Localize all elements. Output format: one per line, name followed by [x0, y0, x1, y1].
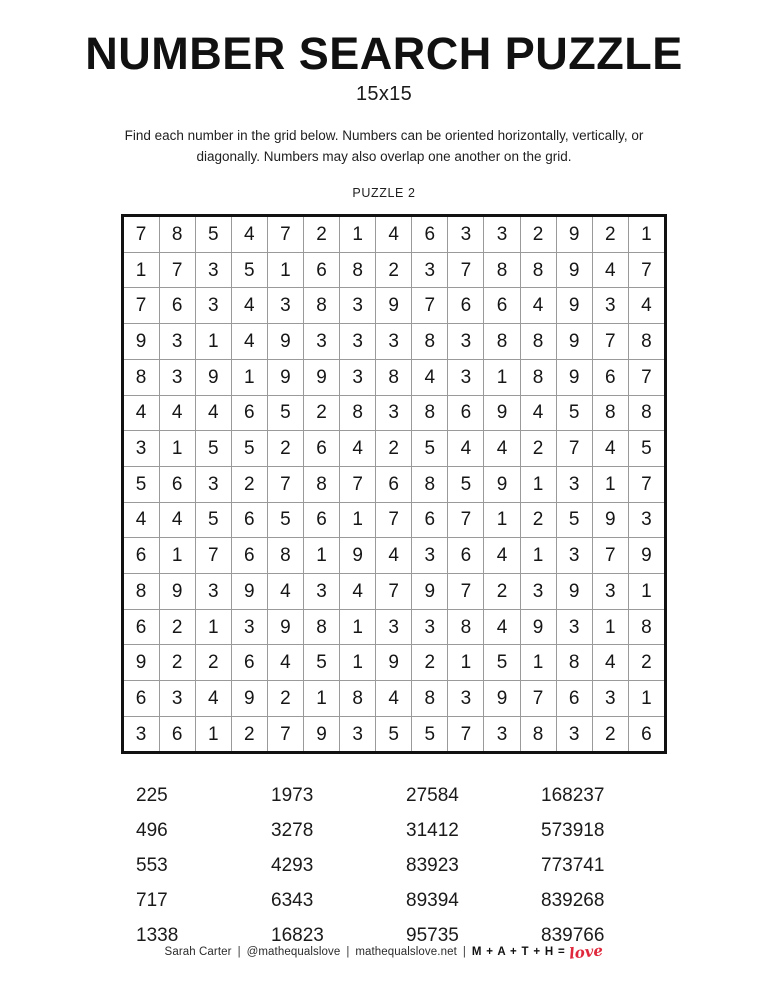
number-list-item: 839766 [541, 925, 605, 947]
grid-cell[interactable]: 3 [340, 359, 376, 395]
grid-cell[interactable]: 9 [556, 252, 592, 288]
grid-cell[interactable]: 2 [231, 716, 267, 753]
grid-cell[interactable]: 9 [303, 359, 339, 395]
grid-cell[interactable]: 3 [267, 288, 303, 324]
grid-cell[interactable]: 8 [484, 252, 520, 288]
grid-cell[interactable]: 3 [628, 502, 665, 538]
grid-cell[interactable]: 7 [267, 216, 303, 253]
grid-row [122, 216, 665, 253]
grid-cell[interactable]: 9 [122, 324, 159, 360]
grid-cell[interactable]: 4 [520, 395, 556, 431]
grid-cell[interactable]: 6 [376, 466, 412, 502]
grid-cell[interactable]: 5 [195, 502, 231, 538]
grid-cell[interactable]: 8 [412, 395, 448, 431]
grid-cell[interactable]: 2 [628, 645, 665, 681]
grid-cell[interactable]: 7 [412, 288, 448, 324]
grid-cell[interactable]: 4 [592, 645, 628, 681]
grid-cell[interactable]: 3 [122, 716, 159, 753]
grid-cell[interactable]: 8 [448, 609, 484, 645]
grid-cell[interactable]: 1 [340, 645, 376, 681]
footer-website: mathequalslove.net [355, 946, 457, 958]
footer-math-equation: M + A + T + H = [471, 946, 566, 958]
grid-cell[interactable]: 2 [376, 431, 412, 467]
number-list-item: 83923 [406, 855, 459, 877]
grid-cell[interactable]: 4 [412, 359, 448, 395]
grid-cell[interactable]: 5 [231, 431, 267, 467]
number-list-item: 553 [136, 855, 168, 877]
grid-cell[interactable]: 2 [195, 645, 231, 681]
grid-cell[interactable]: 7 [520, 681, 556, 717]
grid-cell[interactable]: 9 [231, 573, 267, 609]
grid-cell[interactable]: 7 [122, 288, 159, 324]
grid-cell[interactable]: 6 [448, 288, 484, 324]
grid-cell[interactable]: 1 [159, 431, 195, 467]
grid-cell[interactable]: 3 [376, 324, 412, 360]
grid-cell[interactable]: 3 [448, 324, 484, 360]
grid-cell[interactable]: 6 [448, 538, 484, 574]
grid-cell[interactable]: 9 [303, 716, 339, 753]
grid-cell[interactable]: 1 [195, 609, 231, 645]
grid-cell[interactable]: 7 [556, 431, 592, 467]
grid-cell[interactable]: 3 [340, 288, 376, 324]
grid-cell[interactable]: 9 [376, 288, 412, 324]
grid-cell[interactable]: 9 [556, 573, 592, 609]
grid-cell[interactable]: 3 [159, 681, 195, 717]
grid-cell[interactable]: 4 [231, 324, 267, 360]
grid-row [122, 538, 665, 574]
grid-cell[interactable]: 3 [195, 573, 231, 609]
grid-cell[interactable]: 2 [376, 252, 412, 288]
grid-cell[interactable]: 8 [592, 395, 628, 431]
grid-cell[interactable]: 1 [520, 466, 556, 502]
grid-cell[interactable]: 3 [412, 252, 448, 288]
grid-cell[interactable]: 1 [628, 573, 665, 609]
grid-cell[interactable]: 6 [448, 395, 484, 431]
number-list-item: 773741 [541, 855, 605, 877]
grid-cell[interactable]: 8 [484, 324, 520, 360]
grid-cell[interactable]: 6 [231, 538, 267, 574]
grid-cell[interactable]: 7 [376, 573, 412, 609]
grid-cell[interactable]: 4 [195, 681, 231, 717]
grid-row [122, 645, 665, 681]
grid-cell[interactable]: 9 [484, 466, 520, 502]
grid-cell[interactable]: 7 [592, 324, 628, 360]
grid-cell[interactable]: 4 [628, 288, 665, 324]
grid-cell[interactable]: 1 [195, 324, 231, 360]
grid-row [122, 288, 665, 324]
grid-cell[interactable]: 1 [628, 681, 665, 717]
number-list-item: 496 [136, 820, 168, 842]
grid-cell[interactable]: 7 [592, 538, 628, 574]
grid-cell[interactable]: 9 [556, 216, 592, 253]
grid-cell[interactable]: 8 [628, 395, 665, 431]
grid-cell[interactable]: 9 [592, 502, 628, 538]
number-search-grid [121, 214, 667, 754]
grid-cell[interactable]: 5 [556, 502, 592, 538]
grid-cell[interactable]: 7 [195, 538, 231, 574]
grid-cell[interactable]: 6 [231, 645, 267, 681]
instructions-text: Find each number in the grid below. Numbers can be oriented horizontally, vertically, or diagonally. Numbers may also overlap one another on the grid. [124, 128, 644, 165]
grid-cell[interactable]: 4 [122, 395, 159, 431]
grid-cell[interactable]: 9 [267, 324, 303, 360]
grid-cell[interactable]: 4 [340, 573, 376, 609]
grid-cell[interactable]: 1 [484, 359, 520, 395]
grid-row [122, 466, 665, 502]
grid-cell[interactable]: 3 [484, 216, 520, 253]
puzzle-number-label: PUZZLE 2 [352, 186, 416, 201]
grid-cell[interactable]: 4 [267, 645, 303, 681]
grid-cell[interactable]: 9 [376, 645, 412, 681]
grid-cell[interactable]: 2 [484, 573, 520, 609]
footer-separator-3: | [462, 946, 466, 958]
grid-row [122, 609, 665, 645]
grid-cell[interactable]: 8 [122, 573, 159, 609]
grid-cell[interactable]: 7 [376, 502, 412, 538]
grid-cell[interactable]: 2 [159, 645, 195, 681]
grid-cell[interactable]: 3 [303, 324, 339, 360]
grid-cell[interactable]: 3 [195, 252, 231, 288]
grid-cell[interactable]: 6 [303, 252, 339, 288]
grid-cell[interactable]: 8 [340, 395, 376, 431]
grid-cell[interactable]: 3 [520, 573, 556, 609]
grid-cell[interactable]: 4 [159, 395, 195, 431]
grid-cell[interactable]: 5 [303, 645, 339, 681]
grid-cell[interactable]: 7 [628, 252, 665, 288]
grid-cell[interactable]: 1 [231, 359, 267, 395]
grid-cell[interactable]: 6 [592, 359, 628, 395]
grid-cell[interactable]: 2 [520, 502, 556, 538]
grid-cell[interactable]: 1 [592, 466, 628, 502]
grid-cell[interactable]: 4 [592, 431, 628, 467]
grid-cell[interactable]: 6 [122, 538, 159, 574]
grid-cell[interactable]: 6 [412, 502, 448, 538]
grid-cell[interactable]: 8 [520, 716, 556, 753]
grid-cell[interactable]: 2 [159, 609, 195, 645]
grid-cell[interactable]: 7 [267, 716, 303, 753]
grid-cell[interactable]: 3 [592, 681, 628, 717]
grid-cell[interactable]: 5 [195, 431, 231, 467]
grid-cell[interactable]: 5 [484, 645, 520, 681]
number-list-item: 16823 [271, 925, 324, 947]
grid-cell[interactable]: 8 [412, 681, 448, 717]
grid-cell[interactable]: 2 [520, 431, 556, 467]
page-title: NUMBER SEARCH PUZZLE [85, 28, 683, 79]
grid-row [122, 716, 665, 753]
grid-cell[interactable]: 2 [412, 645, 448, 681]
grid-row [122, 431, 665, 467]
grid-cell[interactable]: 7 [448, 502, 484, 538]
number-list-item: 31412 [406, 820, 459, 842]
footer-separator-2: | [346, 946, 350, 958]
grid-row [122, 573, 665, 609]
grid-cell[interactable]: 6 [159, 288, 195, 324]
grid-cell[interactable]: 9 [231, 681, 267, 717]
grid-cell[interactable]: 1 [159, 538, 195, 574]
number-list-item: 89394 [406, 890, 459, 912]
number-list-item: 839268 [541, 890, 605, 912]
grid-cell[interactable]: 2 [520, 216, 556, 253]
grid-cell[interactable]: 4 [484, 538, 520, 574]
grid-cell[interactable]: 3 [448, 359, 484, 395]
grid-row [122, 324, 665, 360]
grid-cell[interactable]: 2 [592, 216, 628, 253]
grid-row [122, 502, 665, 538]
number-list-item: 1338 [136, 925, 179, 947]
grid-row [122, 681, 665, 717]
footer-author: Sarah Carter [164, 946, 232, 958]
grid-cell[interactable]: 1 [122, 252, 159, 288]
grid-cell[interactable]: 4 [376, 681, 412, 717]
grid-cell[interactable]: 2 [267, 431, 303, 467]
grid-cell[interactable]: 7 [628, 466, 665, 502]
grid-cell[interactable]: 4 [520, 288, 556, 324]
footer-separator-1: | [237, 946, 241, 958]
grid-cell[interactable]: 3 [556, 609, 592, 645]
grid-cell[interactable]: 5 [231, 252, 267, 288]
grid-cell[interactable]: 3 [159, 324, 195, 360]
grid-cell[interactable]: 1 [484, 502, 520, 538]
grid-cell[interactable]: 5 [376, 716, 412, 753]
grid-cell[interactable]: 8 [376, 359, 412, 395]
grid-cell[interactable]: 6 [122, 681, 159, 717]
grid-cell[interactable]: 8 [267, 538, 303, 574]
grid-cell[interactable]: 6 [231, 502, 267, 538]
grid-cell[interactable]: 8 [303, 466, 339, 502]
grid-cell[interactable]: 9 [556, 324, 592, 360]
grid-cell[interactable]: 6 [159, 466, 195, 502]
grid-cell[interactable]: 7 [448, 573, 484, 609]
grid-cell[interactable]: 5 [267, 502, 303, 538]
grid-cell[interactable]: 1 [340, 502, 376, 538]
grid-cell[interactable]: 9 [267, 359, 303, 395]
grid-cell[interactable]: 4 [592, 252, 628, 288]
grid-cell[interactable]: 3 [231, 609, 267, 645]
grid-cell[interactable]: 6 [231, 395, 267, 431]
grid-cell[interactable]: 9 [159, 573, 195, 609]
grid-cell[interactable]: 8 [520, 252, 556, 288]
grid-cell[interactable]: 8 [303, 609, 339, 645]
number-list-item: 95735 [406, 925, 459, 947]
grid-cell[interactable]: 3 [592, 573, 628, 609]
grid-cell[interactable]: 9 [628, 538, 665, 574]
grid-cell[interactable]: 8 [412, 466, 448, 502]
grid-cell[interactable]: 7 [267, 466, 303, 502]
footer-love-logo: love [568, 941, 605, 963]
grid-cell[interactable]: 3 [303, 573, 339, 609]
grid-cell[interactable]: 9 [484, 681, 520, 717]
number-list-item: 27584 [406, 785, 459, 807]
number-list [114, 778, 654, 953]
footer-handle: @mathequalslove [246, 946, 341, 958]
grid-cell[interactable]: 7 [628, 359, 665, 395]
grid-cell[interactable]: 2 [267, 681, 303, 717]
grid-cell[interactable]: 5 [448, 466, 484, 502]
grid-cell[interactable]: 2 [231, 466, 267, 502]
grid-cell[interactable]: 9 [412, 573, 448, 609]
grid-cell[interactable]: 1 [267, 252, 303, 288]
grid-cell[interactable]: 7 [340, 466, 376, 502]
grid-cell[interactable]: 7 [122, 216, 159, 253]
grid-cell[interactable]: 2 [303, 395, 339, 431]
grid-size-subtitle: 15x15 [356, 83, 412, 106]
grid-cell[interactable]: 5 [412, 716, 448, 753]
grid-cell[interactable]: 3 [122, 431, 159, 467]
grid-cell[interactable]: 4 [159, 502, 195, 538]
grid-cell[interactable]: 6 [412, 216, 448, 253]
grid-cell[interactable]: 1 [195, 716, 231, 753]
number-list-item: 4293 [271, 855, 314, 877]
grid-cell[interactable]: 9 [195, 359, 231, 395]
grid-cell[interactable]: 1 [520, 538, 556, 574]
grid-cell[interactable]: 4 [267, 573, 303, 609]
grid-cell[interactable]: 3 [556, 716, 592, 753]
grid-cell[interactable]: 4 [231, 288, 267, 324]
grid-cell[interactable]: 4 [484, 609, 520, 645]
grid-cell[interactable]: 4 [195, 395, 231, 431]
grid-cell[interactable]: 3 [412, 538, 448, 574]
grid-cell[interactable]: 3 [195, 466, 231, 502]
grid-cell[interactable]: 3 [484, 716, 520, 753]
grid-cell[interactable]: 3 [195, 288, 231, 324]
grid-cell[interactable]: 3 [448, 216, 484, 253]
grid-cell[interactable]: 8 [340, 252, 376, 288]
grid-cell[interactable]: 6 [122, 609, 159, 645]
grid-cell[interactable]: 5 [267, 395, 303, 431]
grid-row [122, 395, 665, 431]
grid-cell[interactable]: 4 [376, 216, 412, 253]
grid-cell[interactable]: 8 [628, 324, 665, 360]
number-list-item: 1973 [271, 785, 314, 807]
puzzle-grid-container [121, 214, 652, 754]
grid-cell[interactable]: 3 [340, 324, 376, 360]
grid-cell[interactable]: 9 [340, 538, 376, 574]
grid-cell[interactable]: 4 [340, 431, 376, 467]
grid-cell[interactable]: 8 [412, 324, 448, 360]
number-list-item: 3278 [271, 820, 314, 842]
grid-cell[interactable]: 4 [376, 538, 412, 574]
grid-cell[interactable]: 4 [231, 216, 267, 253]
grid-cell[interactable]: 7 [448, 716, 484, 753]
grid-cell[interactable]: 8 [520, 359, 556, 395]
grid-cell[interactable]: 4 [122, 502, 159, 538]
grid-cell[interactable]: 8 [520, 324, 556, 360]
grid-cell[interactable]: 1 [303, 538, 339, 574]
grid-cell[interactable]: 9 [520, 609, 556, 645]
grid-cell[interactable]: 4 [448, 431, 484, 467]
number-list-item: 717 [136, 890, 168, 912]
grid-cell[interactable]: 6 [628, 716, 665, 753]
grid-cell[interactable]: 1 [448, 645, 484, 681]
grid-cell[interactable]: 2 [303, 216, 339, 253]
grid-cell[interactable]: 3 [376, 395, 412, 431]
grid-cell[interactable]: 9 [122, 645, 159, 681]
grid-cell[interactable]: 6 [484, 288, 520, 324]
grid-cell[interactable]: 1 [628, 216, 665, 253]
number-list-item: 225 [136, 785, 168, 807]
grid-cell[interactable]: 5 [122, 466, 159, 502]
grid-row [122, 359, 665, 395]
grid-cell[interactable]: 3 [556, 466, 592, 502]
grid-cell[interactable]: 3 [376, 609, 412, 645]
grid-cell[interactable]: 8 [122, 359, 159, 395]
grid-cell[interactable]: 8 [556, 645, 592, 681]
grid-row [122, 252, 665, 288]
grid-cell[interactable]: 8 [628, 609, 665, 645]
grid-cell[interactable]: 5 [412, 431, 448, 467]
number-list-item: 6343 [271, 890, 314, 912]
grid-cell[interactable]: 3 [159, 359, 195, 395]
grid-cell[interactable]: 3 [556, 538, 592, 574]
grid-cell[interactable]: 8 [340, 681, 376, 717]
grid-cell[interactable]: 3 [448, 681, 484, 717]
grid-cell[interactable]: 5 [628, 431, 665, 467]
grid-cell[interactable]: 9 [484, 395, 520, 431]
grid-cell[interactable]: 1 [520, 645, 556, 681]
grid-cell[interactable]: 8 [303, 288, 339, 324]
grid-cell[interactable]: 4 [484, 431, 520, 467]
grid-cell[interactable]: 8 [159, 216, 195, 253]
grid-cell[interactable]: 3 [592, 288, 628, 324]
grid-cell[interactable]: 7 [448, 252, 484, 288]
grid-cell[interactable]: 6 [556, 681, 592, 717]
grid-cell[interactable]: 1 [340, 216, 376, 253]
grid-cell[interactable]: 2 [592, 716, 628, 753]
grid-cell[interactable]: 9 [556, 288, 592, 324]
grid-cell[interactable]: 6 [159, 716, 195, 753]
grid-cell[interactable]: 9 [556, 359, 592, 395]
grid-cell[interactable]: 3 [340, 716, 376, 753]
grid-cell[interactable]: 6 [303, 431, 339, 467]
grid-cell[interactable]: 1 [340, 609, 376, 645]
number-list-item: 573918 [541, 820, 605, 842]
footer [0, 943, 768, 961]
grid-cell[interactable]: 6 [303, 502, 339, 538]
grid-cell[interactable]: 9 [267, 609, 303, 645]
grid-cell[interactable]: 3 [412, 609, 448, 645]
grid-cell[interactable]: 5 [556, 395, 592, 431]
grid-cell[interactable]: 5 [195, 216, 231, 253]
grid-cell[interactable]: 1 [592, 609, 628, 645]
grid-cell[interactable]: 1 [303, 681, 339, 717]
number-list-item: 168237 [541, 785, 605, 807]
grid-cell[interactable]: 7 [159, 252, 195, 288]
